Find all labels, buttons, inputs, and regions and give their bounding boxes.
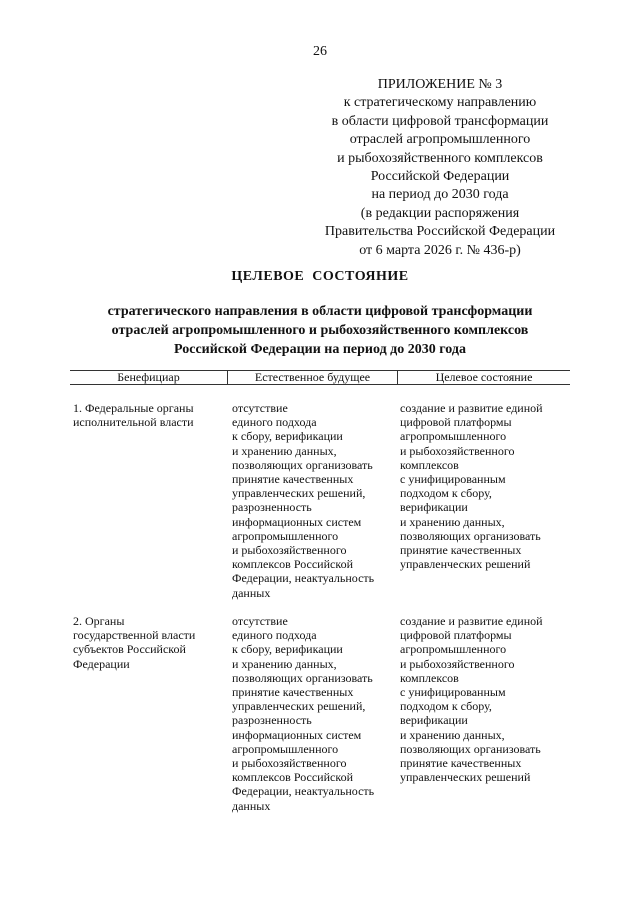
page-number: 26 [313, 44, 327, 59]
cell-line: создание и развитие единой [400, 401, 543, 415]
cell-line: управленческих решений, [232, 486, 366, 501]
cell-line: агропромышленного [400, 429, 507, 444]
cell-line: агропромышленного [232, 528, 339, 543]
cell-line: исполнительной власти [73, 415, 194, 430]
appendix-line: от 6 марта 2026 г. № 436-р) [359, 242, 521, 258]
cell-line: создание и развитие единой [400, 614, 543, 628]
appendix-line: (в редакции распоряжения [360, 205, 520, 221]
cell-line: верификации [400, 500, 468, 515]
cell-line: единого подхода [232, 628, 317, 643]
row1-natural-future [232, 401, 374, 600]
header-beneficiary: Бенефициар [117, 370, 180, 384]
row2-beneficiary [73, 614, 195, 671]
cell-line: государственной власти [73, 628, 196, 643]
cell-line: к сбору, верификации [232, 642, 343, 657]
cell-line: агропромышленного [232, 741, 339, 756]
subtitle-line: стратегического направления в области цифровой трансформации [107, 304, 533, 319]
cell-line: субъектов Российской [73, 642, 186, 657]
cell-line: 2. Органы [73, 614, 125, 628]
cell-line: Федерации [73, 656, 130, 671]
cell-line: подходом к сбору, [400, 699, 492, 714]
cell-line: комплексов Российской [232, 557, 353, 572]
cell-line: комплексов [400, 457, 459, 472]
cell-line: позволяющих организовать [400, 528, 541, 543]
cell-line: отсутствие [232, 401, 288, 415]
cell-line: управленческих решений [400, 770, 531, 785]
row1-beneficiary [73, 401, 194, 429]
cell-line: позволяющих организовать [400, 741, 541, 756]
cell-line: с унифицированным [400, 685, 506, 700]
appendix-line: в области цифровой трансформации [331, 113, 549, 129]
cell-line: комплексов Российской [232, 770, 353, 785]
cell-line: и хранению данных, [232, 443, 337, 458]
table-header-rule [70, 384, 570, 385]
cell-line: Федерации, неактуальность [232, 784, 375, 799]
appendix-line: отраслей агропромышленного [349, 132, 531, 148]
subtitle-line: отраслей агропромышленного и рыбохозяйственного комплексов [111, 323, 529, 338]
cell-line: принятие качественных [400, 543, 522, 558]
cell-line: и хранению данных, [400, 514, 505, 529]
appendix-line: ПРИЛОЖЕНИЕ № 3 [377, 77, 503, 92]
row2-target-state [400, 614, 543, 784]
cell-line: принятие качественных [232, 472, 354, 487]
cell-line: верификации [400, 713, 468, 728]
cell-line: информационных систем [232, 727, 362, 742]
cell-line: цифровой платформы [400, 628, 512, 643]
cell-line: принятие качественных [232, 685, 354, 700]
document-subtitle [60, 302, 580, 359]
cell-line: управленческих решений [400, 557, 531, 572]
appendix-line: Правительства Российской Федерации [324, 224, 556, 240]
cell-line: и рыбохозяйственного [232, 543, 347, 558]
cell-line: данных [232, 585, 271, 600]
cell-line: Федерации, неактуальность [232, 571, 375, 586]
appendix-line: на период до 2030 года [371, 187, 509, 203]
cell-line: и рыбохозяйственного [232, 756, 347, 771]
cell-line: 1. Федеральные органы [73, 401, 194, 415]
appendix-line: Российской Федерации [370, 169, 510, 185]
cell-line: принятие качественных [400, 756, 522, 771]
subtitle-line: Российской Федерации на период до 2030 года [174, 342, 466, 357]
cell-line: единого подхода [232, 415, 317, 430]
cell-line: с унифицированным [400, 472, 506, 487]
appendix-header [300, 76, 580, 260]
cell-line: позволяющих организовать [232, 670, 373, 685]
cell-line: отсутствие [232, 614, 288, 628]
table-header [70, 370, 570, 384]
appendix-line: и рыбохозяйственного комплексов [337, 150, 543, 166]
header-target-state: Целевое состояние [435, 370, 533, 384]
row2-natural-future [232, 614, 374, 813]
document-title: ЦЕЛЕВОЕ СОСТОЯНИЕ [231, 269, 409, 284]
cell-line: разрозненность [232, 500, 312, 515]
cell-line: данных [232, 798, 271, 813]
cell-line: и рыбохозяйственного [400, 443, 515, 458]
header-natural-future: Естественное будущее [254, 370, 371, 384]
cell-line: и рыбохозяйственного [400, 656, 515, 671]
cell-line: комплексов [400, 670, 459, 685]
cell-line: разрозненность [232, 713, 312, 728]
cell-line: подходом к сбору, [400, 486, 492, 501]
cell-line: управленческих решений, [232, 699, 366, 714]
row1-target-state [400, 401, 543, 571]
appendix-line: к стратегическому направлению [343, 95, 537, 111]
cell-line: и хранению данных, [232, 656, 337, 671]
cell-line: цифровой платформы [400, 415, 512, 430]
cell-line: позволяющих организовать [232, 457, 373, 472]
cell-line: к сбору, верификации [232, 429, 343, 444]
cell-line: агропромышленного [400, 642, 507, 657]
cell-line: информационных систем [232, 514, 362, 529]
cell-line: и хранению данных, [400, 727, 505, 742]
